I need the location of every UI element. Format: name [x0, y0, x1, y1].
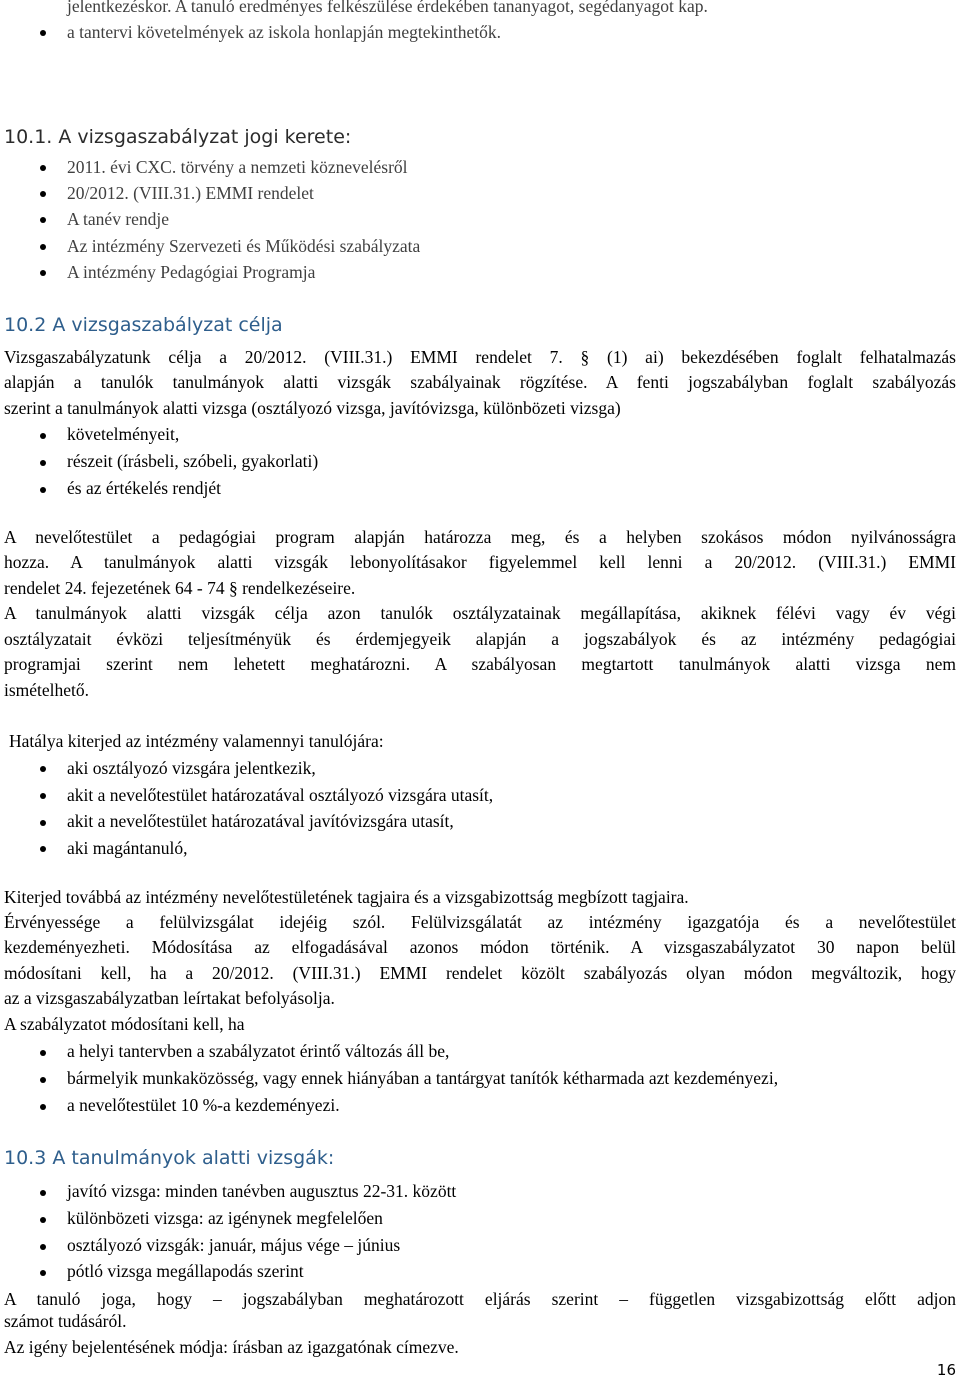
section-heading-10-1: 10.1. A vizsgaszabályzat jogi kerete: [4, 126, 352, 148]
paragraph-line: A szabályzatot módosítani kell, ha [4, 1014, 245, 1034]
list-item: javító vizsga: minden tanévben augusztus 22-31. között [67, 1181, 457, 1201]
bullet-icon [40, 793, 46, 799]
list-item: A intézmény Pedagógiai Programja [67, 262, 316, 282]
list-item: és az értékelés rendjét [67, 478, 222, 498]
paragraph-line: az a vizsgaszabályzatban leírtakat befolyásolja. [4, 988, 335, 1008]
paragraph-line: Kiterjed továbbá az intézmény nevelőtestületének tagjaira és a vizsgabizottság megbízott tagjaira. [4, 887, 689, 907]
bullet-icon [40, 1104, 46, 1110]
list-item: követelményeit, [67, 424, 180, 444]
bullet-icon [40, 766, 46, 772]
section-heading-10-3: 10.3 A tanulmányok alatti vizsgák: [4, 1147, 335, 1169]
paragraph-line: számot tudásáról. [4, 1311, 127, 1331]
list-item: részeit (írásbeli, szóbeli, gyakorlati) [67, 451, 319, 471]
list-item: aki magántanuló, [67, 838, 188, 858]
paragraph-line: ismételhető. [4, 680, 90, 700]
continuation-text: jelentkezéskor. A tanuló eredményes felkészülése érdekében tananyagot, segédanyagot kap. [67, 0, 708, 16]
paragraph-line: programjai szerint nem lehetett meghatározni. A szabályosan megtartott tanulmányok alatti vizsga nem [4, 654, 956, 674]
bullet-icon [40, 460, 46, 466]
bullet-icon [40, 217, 46, 223]
paragraph-line: hozza. A tanulmányok alatti vizsgák lebonyolításakor figyelemmel kell lenni a 20/2012. (VIII.31.) EMMI [4, 552, 956, 572]
paragraph-line: A tanulmányok alatti vizsgák célja azon tanulók osztályzatainak megállapítása, akiknek félévi vagy év végi [4, 603, 956, 623]
bullet-icon [40, 1190, 46, 1196]
list-item: a tantervi követelmények az iskola honlapján megtekinthetők. [67, 22, 501, 42]
list-item: 20/2012. (VIII.31.) EMMI rendelet [67, 183, 314, 203]
paragraph-line: alapján a tanulók tanulmányok alatti vizsgák szabályainak rögzítése. A fenti jogszabályban foglalt szabályozás [4, 372, 956, 392]
paragraph-line: rendelet 24. fejezetének 64 - 74 § rendelkezéseire. [4, 578, 356, 598]
bullet-icon [40, 1077, 46, 1083]
paragraph-line: szerint a tanulmányok alatti vizsga (osztályozó vizsga, javítóvizsga, különbözeti vizsga) [4, 398, 621, 418]
list-item: bármelyik munkaközösség, vagy ennek hiányában a tantárgyat tanítók kétharmada azt kezdeményezi, [67, 1068, 779, 1088]
list-item: akit a nevelőtestület határozatával osztályozó vizsgára utasít, [67, 785, 494, 805]
bullet-icon [40, 820, 46, 826]
paragraph-line: kezdeményezheti. Módosítása az elfogadásával azonos módon történik. A vizsgaszabályzatot 30 napon belül [4, 937, 956, 957]
paragraph-line: Érvényessége a felülvizsgálat idejéig szól. Felülvizsgálatát az intézmény igazgatója és a nevelőtestület [4, 912, 956, 932]
bullet-icon [40, 487, 46, 493]
list-item: akit a nevelőtestület határozatával javítóvizsgára utasít, [67, 811, 454, 831]
bullet-icon [40, 191, 46, 197]
paragraph-line: Az igény bejelentésének módja: írásban az igazgatónak címezve. [4, 1337, 459, 1357]
list-item: pótló vizsga megállapodás szerint [67, 1261, 304, 1281]
paragraph-line: A tanuló joga, hogy – jogszabályban meghatározott eljárás szerint – független vizsgabizottság előtt adjon [4, 1289, 956, 1309]
list-item: a helyi tantervben a szabályzatot érintő változás áll be, [67, 1041, 450, 1061]
list-item: a nevelőtestület 10 %-a kezdeményezi. [67, 1095, 340, 1115]
bullet-icon [40, 30, 46, 36]
list-item: aki osztályozó vizsgára jelentkezik, [67, 758, 316, 778]
bullet-icon [40, 165, 46, 171]
paragraph-line: osztályzatait évközi teljesítményük és érdemjegyeik alapján a jogszabályok és az intézmény pedagógiai [4, 629, 956, 649]
paragraph-line: módosítani kell, ha a 20/2012. (VIII.31.) EMMI rendelet közölt szabályozás olyan módon megváltozik, hogy [4, 963, 956, 983]
scope-intro: Hatálya kiterjed az intézmény valamennyi tanulójára: [9, 731, 384, 751]
list-item: A tanév rendje [67, 209, 170, 229]
bullet-icon [40, 1270, 46, 1276]
section-heading-10-2: 10.2 A vizsgaszabályzat célja [4, 314, 283, 336]
list-item: 2011. évi CXC. törvény a nemzeti köznevelésről [67, 157, 408, 177]
bullet-icon [40, 1217, 46, 1223]
list-item: osztályozó vizsgák: január, május vége – június [67, 1235, 401, 1255]
paragraph-line: Vizsgaszabályzatunk célja a 20/2012. (VIII.31.) EMMI rendelet 7. § (1) ai) bekezdésében foglalt felhatalmazás [4, 347, 956, 367]
list-item: Az intézmény Szervezeti és Működési szabályzata [67, 236, 421, 256]
bullet-icon [40, 1050, 46, 1056]
bullet-icon [40, 433, 46, 439]
paragraph-line: A nevelőtestület a pedagógiai program alapján határozza meg, és a helyben szokásos módon nyilvánosságra [4, 527, 956, 547]
bullet-icon [40, 244, 46, 250]
page-number: 16 [936, 1361, 956, 1379]
bullet-icon [40, 270, 46, 276]
bullet-icon [40, 846, 46, 852]
bullet-icon [40, 1244, 46, 1250]
list-item: különbözeti vizsga: az igénynek megfelelően [67, 1208, 383, 1228]
